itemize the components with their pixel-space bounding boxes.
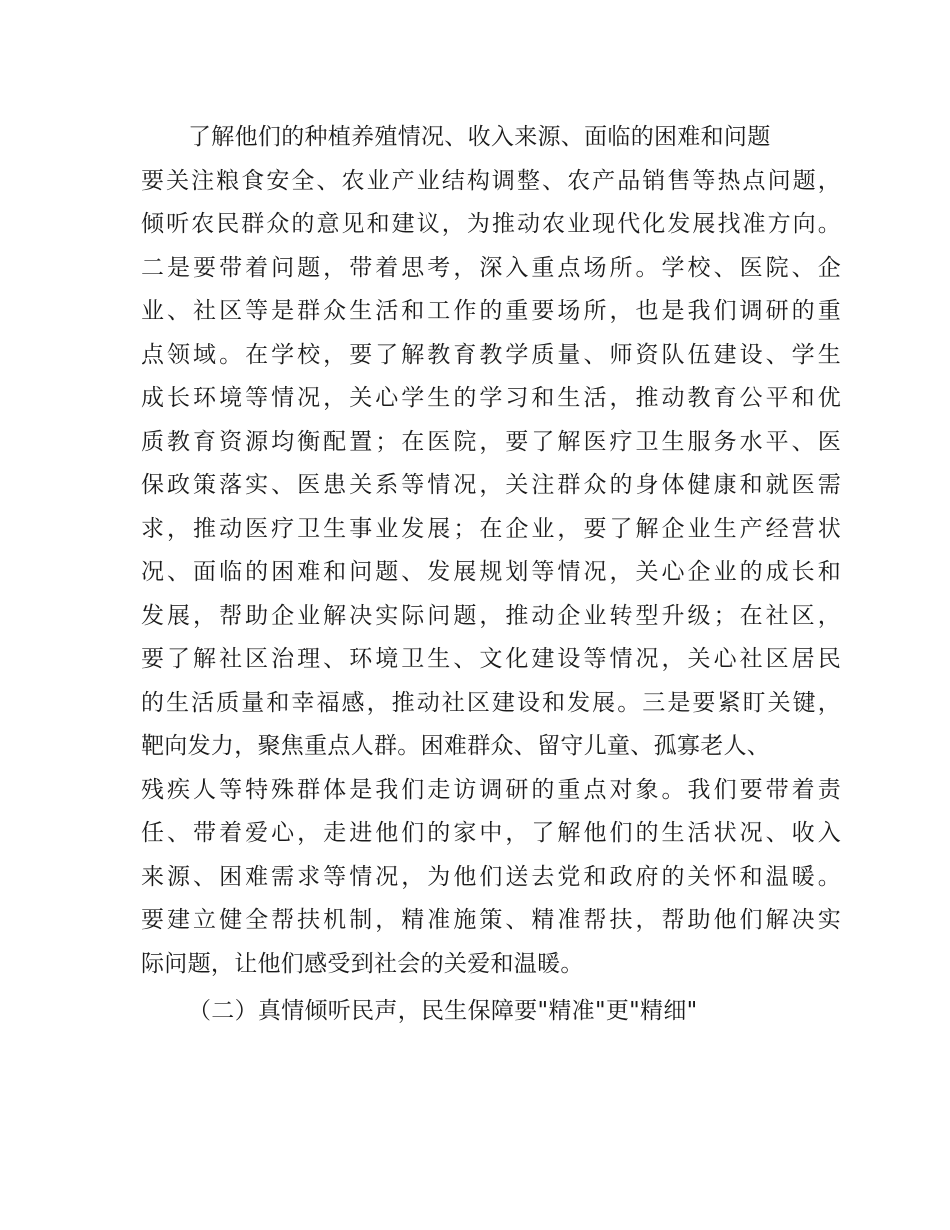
text-line: 点领域。在学校，要了解教育教学质量、师资队伍建设、学生 — [141, 341, 841, 368]
text-line: 的生活质量和幸福感，推动社区建设和发展。三是要紧盯关键， — [141, 689, 841, 716]
text-line: 任、带着爱心，走进他们的家中，了解他们的生活状况、收入 — [141, 820, 841, 846]
text-line: 成长环境等情况，关心学生的学习和生活，推动教育公平和优 — [141, 385, 841, 411]
section-subheading: （二）真情倾听民声，民生保障要"精准"更"精细" — [188, 998, 698, 1024]
text-line: 要建立健全帮扶机制，精准施策、精准帮扶，帮助他们解决实 — [141, 907, 841, 933]
text-line: 质教育资源均衡配置；在医院，要了解医疗卫生服务水平、医 — [141, 428, 841, 455]
text-line: 保政策落实、医患关系等情况，关注群众的身体健康和就医需 — [141, 472, 841, 498]
text-line: 了解他们的种植养殖情况、收入来源、面临的困难和问题 — [188, 124, 771, 150]
text-line: 来源、困难需求等情况，为他们送去党和政府的关怀和温暖。 — [141, 863, 841, 890]
text-line: 发展，帮助企业解决实际问题，推动企业转型升级；在社区， — [141, 602, 841, 629]
text-line: 业、社区等是群众生活和工作的重要场所，也是我们调研的重 — [141, 298, 841, 324]
text-line: 求，推动医疗卫生事业发展；在企业，要了解企业生产经营状 — [141, 515, 841, 542]
text-line: 靶向发力，聚焦重点人群。困难群众、留守儿童、孤寡老人、 — [141, 733, 771, 759]
text-line: 二是要带着问题，带着思考，深入重点场所。学校、医院、企 — [141, 254, 841, 281]
text-line: 残疾人等特殊群体是我们走访调研的重点对象。我们要带着责 — [141, 776, 841, 803]
text-line: 况、面临的困难和问题、发展规划等情况，关心企业的成长和 — [141, 559, 841, 585]
text-line: 要关注粮食安全、农业产业结构调整、农产品销售等热点问题， — [141, 167, 841, 194]
text-line: 要了解社区治理、环境卫生、文化建设等情况，关心社区居民 — [141, 646, 841, 672]
text-line: 倾听农民群众的意见和建议，为推动农业现代化发展找准方向。 — [141, 211, 841, 237]
text-line: 际问题，让他们感受到社会的关爱和温暖。 — [141, 950, 584, 977]
body-paragraph — [141, 116, 841, 986]
